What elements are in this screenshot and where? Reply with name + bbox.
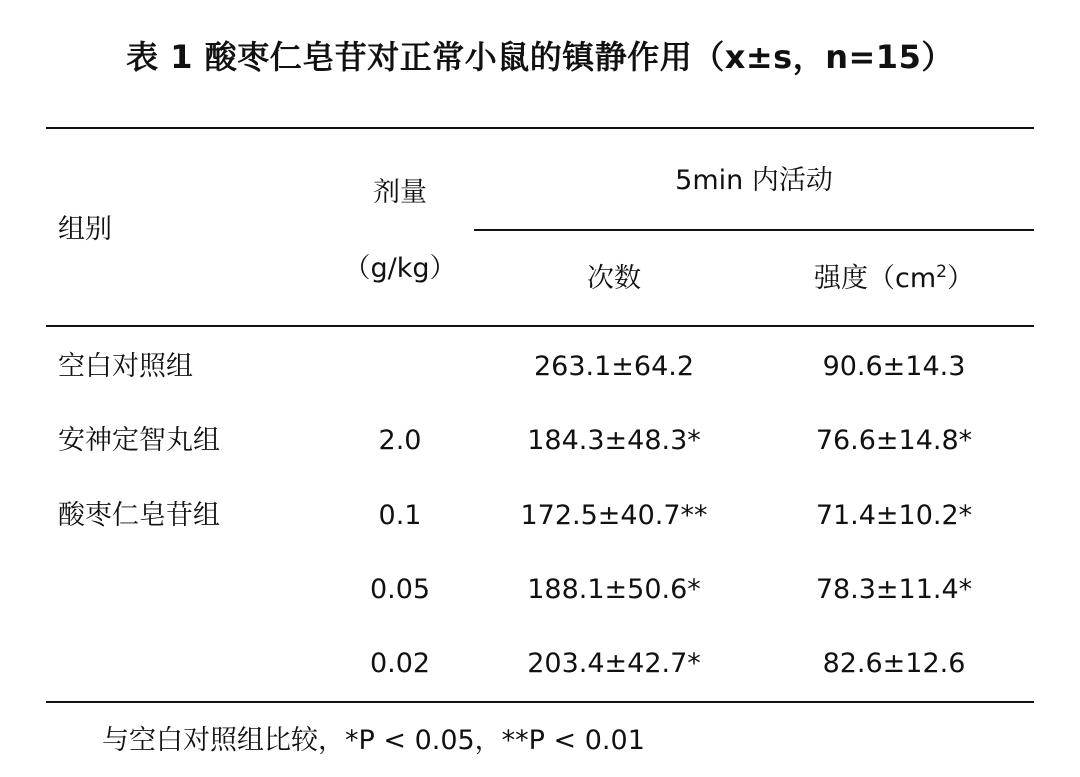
header-intensity bbox=[754, 262, 1034, 296]
row-5-intensity: 82.6±12.6 bbox=[822, 648, 966, 679]
row-2-intensity: 76.6±14.8* bbox=[815, 425, 973, 456]
table-bottom-rule bbox=[46, 701, 1034, 703]
row-4-intensity: 78.3±11.4* bbox=[815, 574, 973, 605]
table-footnote: 与空白对照组比较，*P < 0.05，**P < 0.01 bbox=[102, 725, 645, 756]
table-top-rule bbox=[46, 127, 1034, 129]
row-4-count: 188.1±50.6* bbox=[527, 574, 701, 605]
header-group: 组别 bbox=[58, 214, 112, 245]
row-3-count: 172.5±40.7** bbox=[520, 500, 708, 531]
header-intensity-superscript: 2 bbox=[936, 262, 947, 282]
row-3-intensity: 71.4±10.2* bbox=[815, 500, 973, 531]
row-2-count: 184.3±48.3* bbox=[527, 425, 701, 456]
header-bottom-rule bbox=[46, 325, 1034, 327]
table-title: 表 1 酸枣仁皂苷对正常小鼠的镇静作用（x±s，n=15） bbox=[126, 38, 954, 76]
row-2-group: 安神定智丸组 bbox=[58, 425, 220, 456]
row-5-count: 203.4±42.7* bbox=[527, 648, 701, 679]
header-intensity-prefix: 强度（cm bbox=[814, 263, 937, 294]
header-count: 次数 bbox=[587, 263, 641, 294]
header-intensity-suffix: ） bbox=[946, 263, 974, 294]
row-4-dose: 0.05 bbox=[369, 574, 431, 605]
row-5-dose: 0.02 bbox=[369, 648, 431, 679]
header-dose-line2: （g/kg） bbox=[343, 253, 457, 284]
row-1-intensity: 90.6±14.3 bbox=[822, 351, 966, 382]
row-3-group: 酸枣仁皂苷组 bbox=[58, 500, 220, 531]
header-sub-rule bbox=[474, 229, 1034, 231]
row-1-group: 空白对照组 bbox=[58, 351, 193, 382]
row-3-dose: 0.1 bbox=[378, 500, 422, 531]
header-dose-line1: 剂量 bbox=[373, 177, 427, 208]
header-activity: 5min 内活动 bbox=[675, 165, 833, 196]
row-1-count: 263.1±64.2 bbox=[533, 351, 695, 382]
row-2-dose: 2.0 bbox=[378, 425, 422, 456]
